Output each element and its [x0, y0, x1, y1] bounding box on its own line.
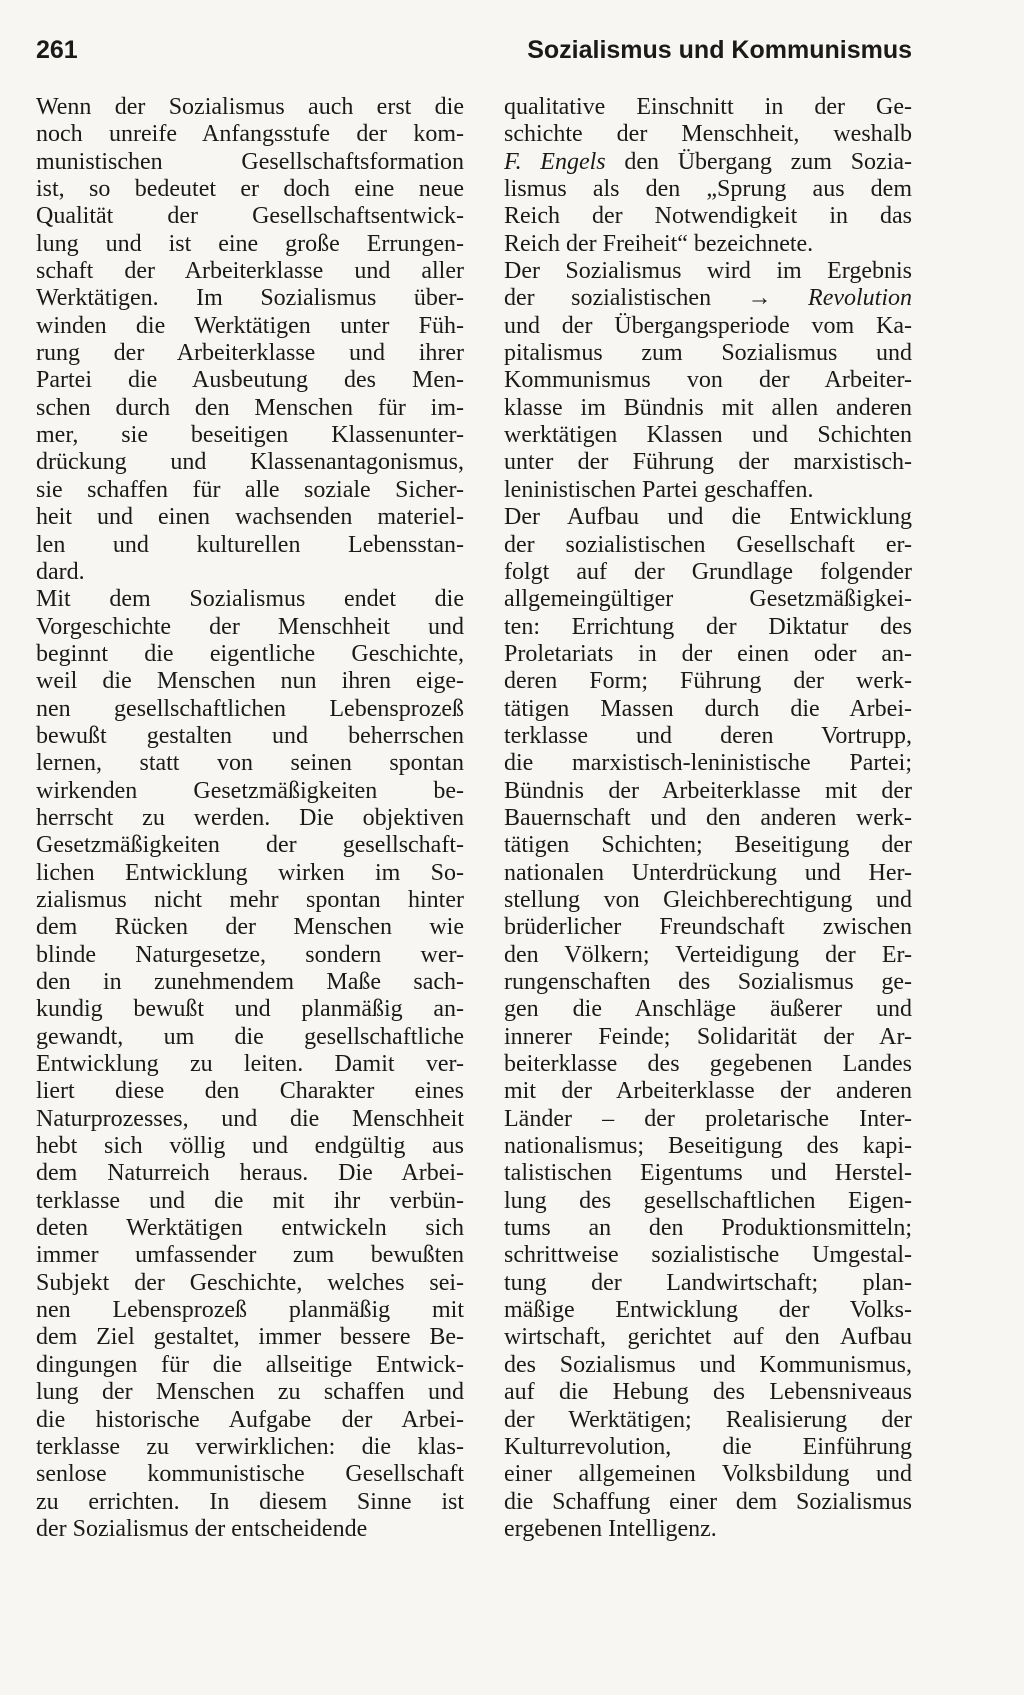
text-line: len und kulturellen Lebensstan-: [36, 531, 464, 558]
text-line: ergebenen Intelligenz.: [504, 1515, 717, 1542]
text-line: der sozialistischen → Revolution: [504, 285, 912, 312]
text-line: dingungen für die allseitige Entwick-: [36, 1351, 464, 1378]
text-line: beginnt die eigentliche Geschichte,: [36, 640, 464, 667]
text-line: Partei die Ausbeutung des Men-: [36, 367, 464, 394]
text-line: F. Engels den Übergang zum Sozia-: [504, 148, 913, 175]
text-line: die Schaffung einer dem Sozialismus: [504, 1488, 912, 1515]
text-line: lung der Menschen zu schaffen und: [36, 1379, 464, 1406]
text-line: der Werktätigen; Realisierung der: [504, 1406, 912, 1433]
text-line: klasse im Bündnis mit allen anderen: [504, 394, 912, 421]
text-line: zu errichten. In diesem Sinne ist: [36, 1488, 464, 1515]
text-line: herrscht zu werden. Die objektiven: [36, 804, 464, 831]
text-line: ist, so bedeutet er doch eine neue: [36, 176, 464, 203]
text-line: den Völkern; Verteidigung der Er-: [504, 941, 912, 968]
text-line: wirkenden Gesetzmäßigkeiten be-: [36, 777, 464, 804]
text-line: deren Form; Führung der werk-: [504, 668, 912, 695]
text-line: munistischen Gesellschaftsformation: [36, 148, 464, 175]
text-line: rung der Arbeiterklasse und ihrer: [36, 340, 464, 367]
text-line: lichen Entwicklung wirken im So-: [36, 859, 464, 886]
text-line: schaft der Arbeiterklasse und aller: [36, 258, 464, 285]
text-line: des Sozialismus und Kommunismus,: [504, 1351, 912, 1378]
text-line: terklasse und deren Vortrupp,: [504, 722, 912, 749]
text-line: und der Übergangsperiode vom Ka-: [504, 312, 912, 339]
text-line: lung und ist eine große Errungen-: [36, 230, 464, 257]
text-line: tätigen Massen durch die Arbei-: [504, 695, 912, 722]
text-line: drückung und Klassenantagonismus,: [36, 449, 464, 476]
text-line: kundig bewußt und planmäßig an-: [36, 996, 464, 1023]
text-line: nationalismus; Beseitigung des kapi-: [504, 1133, 912, 1160]
text-line: senlose kommunistische Gesellschaft: [36, 1461, 464, 1488]
text-line: den in zunehmendem Maße sach-: [36, 969, 464, 995]
text-line: Qualität der Gesellschaftsentwick-: [36, 203, 464, 230]
text-line: mit der Arbeiterklasse der anderen: [504, 1078, 912, 1105]
text-line: leninistischen Partei geschaffen.: [504, 476, 814, 503]
text-line: pitalismus zum Sozialismus und: [504, 340, 912, 367]
page-number: 261: [36, 36, 78, 64]
text-line: Kulturrevolution, die Einführung: [504, 1433, 912, 1460]
text-line: Werktätigen. Im Sozialismus über-: [36, 285, 464, 312]
text-line: weil die Menschen nun ihren eige-: [36, 668, 464, 695]
text-line: liert diese den Charakter eines: [36, 1078, 464, 1105]
text-line: dem Rücken der Menschen wie: [36, 914, 464, 941]
text-line: schen durch den Menschen für im-: [36, 394, 464, 421]
text-line: nen gesellschaftlichen Lebensprozeß: [36, 695, 464, 722]
text-line: dard.: [36, 558, 85, 585]
text-line: Mit dem Sozialismus endet die: [36, 586, 464, 613]
text-line: noch unreife Anfangsstufe der kom-: [36, 121, 464, 148]
text-line: gen die Anschläge äußerer und: [504, 996, 912, 1023]
text-line: Reich der Freiheit“ bezeichnete.: [504, 230, 814, 257]
text-line: lung des gesellschaftlichen Eigen-: [504, 1187, 912, 1214]
text-line: stellung von Gleichberechtigung und: [504, 886, 912, 913]
text-line: mer, sie beseitigen Klassenunter-: [36, 422, 464, 449]
text-line: unter der Führung der marxistisch-: [504, 449, 912, 476]
text-line: Gesetzmäßigkeiten der gesellschaft-: [36, 832, 464, 859]
text-line: Wenn der Sozialismus auch erst die: [36, 94, 464, 120]
text-line: heit und einen wachsenden materiel-: [36, 504, 464, 531]
text-line: der sozialistischen Gesellschaft er-: [504, 531, 912, 558]
text-line: auf die Hebung des Lebensniveaus: [504, 1379, 912, 1406]
text-line: Naturprozesses, und die Menschheit: [36, 1105, 464, 1132]
text-line: talistischen Eigentums und Herstel-: [504, 1160, 912, 1187]
text-line: Entwicklung zu leiten. Damit ver-: [36, 1051, 464, 1078]
text-line: terklasse zu verwirklichen: die klas-: [36, 1433, 464, 1460]
text-line: allgemeingültiger Gesetzmäßigkei-: [504, 586, 912, 613]
text-line: winden die Werktätigen unter Füh-: [36, 312, 464, 339]
text-line: rungenschaften des Sozialismus ge-: [504, 969, 912, 995]
text-line: Der Aufbau und die Entwicklung: [504, 504, 912, 531]
text-line: wirtschaft, gerichtet auf den Aufbau: [504, 1324, 912, 1351]
text-line: Subjekt der Geschichte, welches sei-: [36, 1269, 464, 1296]
text-line: zialismus nicht mehr spontan hinter: [36, 886, 464, 913]
text-line: gewandt, um die gesellschaftliche: [36, 1023, 464, 1050]
page-header: [36, 36, 912, 76]
text-line: nen Lebensprozeß planmäßig mit: [36, 1297, 464, 1324]
text-line: lismus als den „Sprung aus dem: [504, 176, 912, 203]
text-line: Proletariats in der einen oder an-: [504, 640, 912, 667]
text-line: immer umfassender zum bewußten: [36, 1242, 464, 1269]
text-line: sie schaffen für alle soziale Sicher-: [36, 476, 464, 503]
text-line: deten Werktätigen entwickeln sich: [36, 1215, 464, 1242]
text-line: tums an den Produktionsmitteln;: [504, 1215, 912, 1242]
text-line: der Sozialismus der entscheidende: [36, 1515, 368, 1542]
text-line: brüderlicher Freundschaft zwischen: [504, 914, 912, 941]
text-line: Länder – der proletarische Inter-: [504, 1105, 912, 1132]
text-line: dem Ziel gestaltet, immer bessere Be-: [36, 1324, 464, 1351]
text-line: folgt auf der Grundlage folgender: [504, 558, 912, 585]
text-line: terklasse und die mit ihr verbün-: [36, 1187, 464, 1214]
text-line: ten: Errichtung der Diktatur des: [504, 613, 912, 640]
text-line: die historische Aufgabe der Arbei-: [36, 1406, 464, 1433]
text-line: schrittweise sozialistische Umgestal-: [504, 1242, 912, 1269]
left-text-column: [36, 94, 464, 1543]
text-line: die marxistisch-leninistische Partei;: [504, 750, 912, 777]
text-line: hebt sich völlig und endgültig aus: [36, 1133, 464, 1160]
text-line: innerer Feinde; Solidarität der Ar-: [504, 1023, 912, 1050]
text-line: schichte der Menschheit, weshalb: [504, 121, 912, 148]
right-text-column: [504, 94, 912, 1543]
text-line: tätigen Schichten; Beseitigung der: [504, 832, 912, 859]
text-line: nationalen Unterdrückung und Her-: [504, 859, 912, 886]
cross-reference: Revolution: [808, 285, 912, 312]
text-line: Reich der Notwendigkeit in das: [504, 203, 912, 230]
text-line: Der Sozialismus wird im Ergebnis: [504, 258, 912, 285]
text-line: Bauernschaft und den anderen werk-: [504, 804, 912, 831]
text-line: bewußt gestalten und beherrschen: [36, 722, 464, 749]
running-title: Sozialismus und Kommunismus: [527, 36, 912, 64]
text-line: lernen, statt von seinen spontan: [36, 750, 464, 777]
text-line: Vorgeschichte der Menschheit und: [36, 613, 464, 640]
text-line: mäßige Entwicklung der Volks-: [504, 1297, 912, 1324]
text-line: blinde Naturgesetze, sondern wer-: [36, 941, 464, 968]
text-line: werktätigen Klassen und Schichten: [504, 422, 912, 449]
text-line: Kommunismus von der Arbeiter-: [504, 367, 912, 394]
text-line: tung der Landwirtschaft; plan-: [504, 1269, 912, 1296]
text-line: qualitative Einschnitt in der Ge-: [504, 94, 912, 120]
text-line: dem Naturreich heraus. Die Arbei-: [36, 1160, 464, 1187]
text-line: einer allgemeinen Volksbildung und: [504, 1461, 912, 1488]
cross-reference: F. Engels: [504, 148, 606, 175]
text-line: beiterklasse des gegebenen Landes: [504, 1051, 912, 1078]
text-line: Bündnis der Arbeiterklasse mit der: [504, 777, 912, 804]
